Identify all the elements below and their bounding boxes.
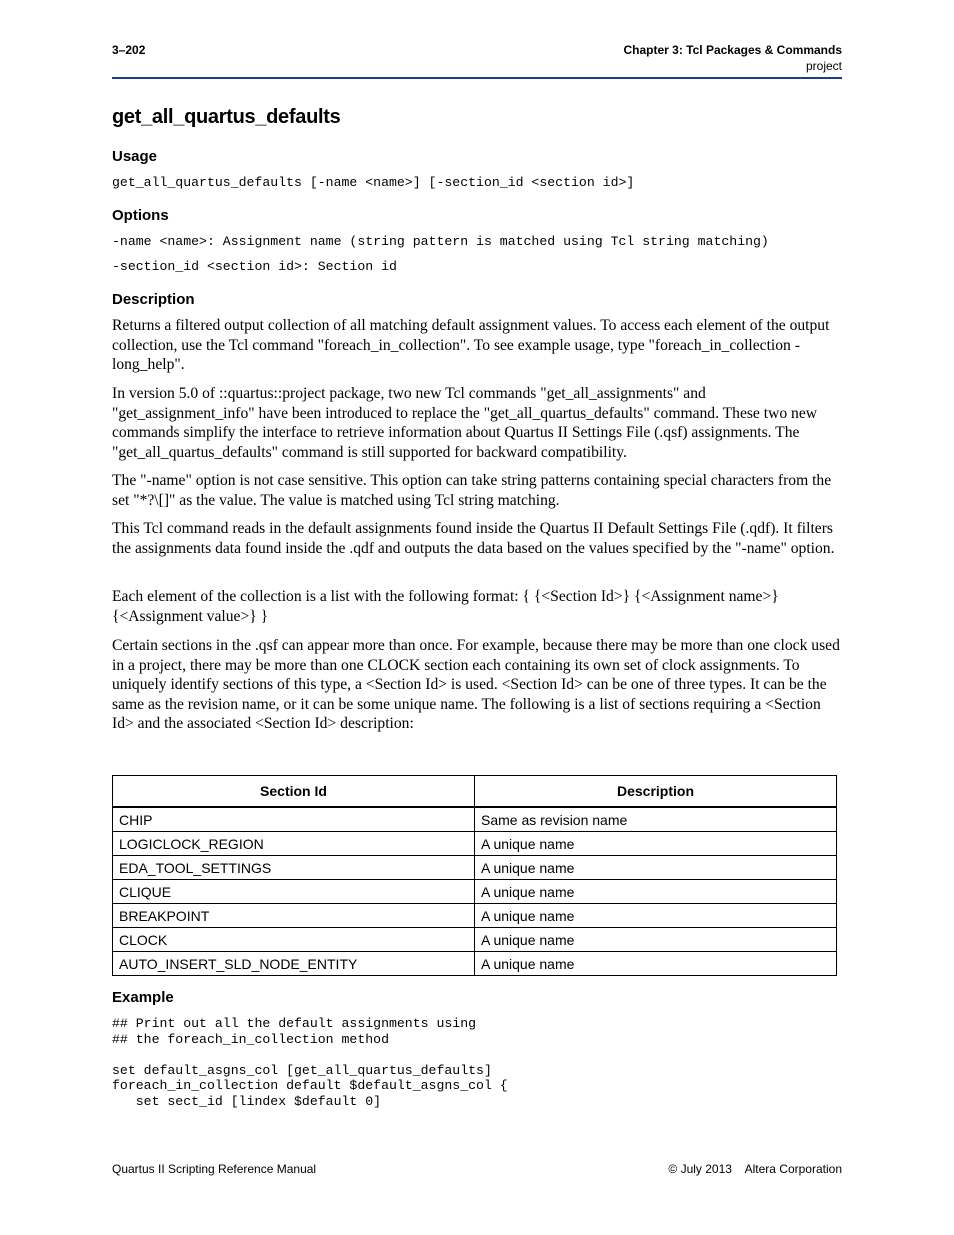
section-name: project — [805, 59, 842, 73]
table-cell: CHIP — [113, 807, 475, 832]
description-para-6: Certain sections in the .qsf can appear more than once. For example, because there may be more than one clock used in a project, there may be more than one CLOCK section each containing its own set of clock assignments. To uniquely identify sections of this type, a <Section Id> is used. <Section Id> can be one of three types. It can be the same as the revision name, or it can be some unique name. The following is a list of sections requiring a <Section Id> and the associated <Section Id> description: — [112, 637, 840, 732]
example-heading: Example — [112, 989, 174, 1006]
table-cell: EDA_TOOL_SETTINGS — [113, 856, 475, 880]
option-section-id: -section_id <section id>: Section id — [112, 259, 397, 274]
description-para-2: In version 5.0 of ::quartus::project package, two new Tcl commands "get_all_assignments" and "get_assignment_info" have been introduced to replace the "get_all_quartus_defaults" command. These two new commands simplify the interface to retrieve information about Quartus II Settings File (.qsf) assignments. The "get_all_quartus_defaults" command is still supported for backward compatibility. — [112, 385, 818, 461]
description-para-1: Returns a filtered output collection of all matching default assignment values. To access each element of the output collection, use the Tcl command "foreach_in_collection". To see example usage, type "foreach_in_collection -long_help". — [112, 317, 830, 373]
description-para-5: Each element of the collection is a list with the following format: { {<Section Id>} {<Assignment name>} {<Assignment value>} } — [112, 588, 779, 625]
description-para-4: This Tcl command reads in the default assignments found inside the Quartus II Default Settings File (.qdf). It filters the assignments data found inside the .qdf and outputs the data based on the values specified by the "-name" option. — [112, 520, 835, 557]
chapter-title: Chapter 3: Tcl Packages & Commands — [623, 43, 842, 57]
table-cell: BREAKPOINT — [113, 904, 475, 928]
table-row — [113, 952, 837, 976]
table-row — [113, 856, 837, 880]
description-para-3: The "-name" option is not case sensitive. This option can take string patterns containing special characters from the set "*?\[]" as the value. The value is matched using Tcl string matching. — [112, 472, 832, 509]
description-heading: Description — [112, 291, 195, 308]
table-cell: LOGICLOCK_REGION — [113, 832, 475, 856]
table-cell: A unique name — [475, 880, 837, 904]
table-row — [113, 928, 837, 952]
table-header-section-id: Section Id — [113, 776, 475, 808]
page-title: get_all_quartus_defaults — [112, 106, 341, 128]
table-cell: A unique name — [475, 832, 837, 856]
page-number: 3–202 — [112, 43, 146, 57]
table-header-row — [113, 776, 837, 808]
table-cell: Same as revision name — [475, 807, 837, 832]
table-cell: A unique name — [475, 928, 837, 952]
table-row — [113, 807, 837, 832]
table-row — [113, 832, 837, 856]
options-heading: Options — [112, 207, 169, 224]
table-cell: CLIQUE — [113, 880, 475, 904]
footer-manual-title: Quartus II Scripting Reference Manual — [112, 1162, 317, 1176]
table-cell: CLOCK — [113, 928, 475, 952]
example-code: ## Print out all the default assignments using ## the foreach_in_collection method set default_asgns_col [get_all_quartus_defaults] foreach_in_collection default $default_asgns_col { set sect_id [lindex $default 0] — [112, 1016, 508, 1109]
option-name: -name <name>: Assignment name (string pattern is matched using Tcl string matching) — [112, 234, 769, 249]
table-header-description: Description — [475, 776, 837, 808]
usage-code: get_all_quartus_defaults [-name <name>] [-section_id <section id>] — [112, 175, 635, 190]
table-row — [113, 904, 837, 928]
header-rule — [112, 77, 842, 79]
table-cell: A unique name — [475, 952, 837, 976]
section-id-table — [112, 775, 837, 976]
table-cell: AUTO_INSERT_SLD_NODE_ENTITY — [113, 952, 475, 976]
table-cell: A unique name — [475, 856, 837, 880]
table-row — [113, 880, 837, 904]
table-cell: A unique name — [475, 904, 837, 928]
footer-copyright: © July 2013 Altera Corporation — [668, 1162, 842, 1176]
usage-heading: Usage — [112, 148, 158, 165]
